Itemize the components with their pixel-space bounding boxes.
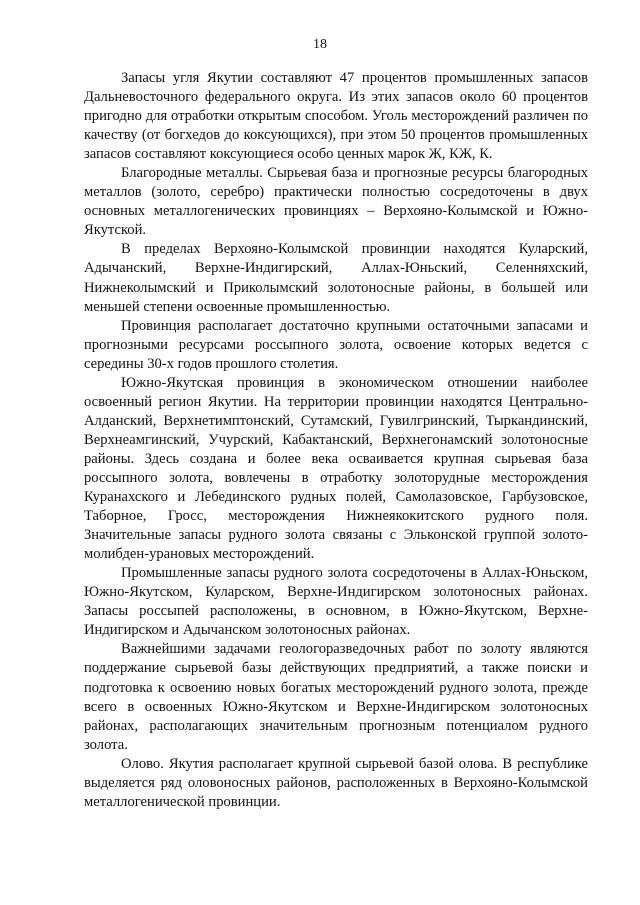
paragraph-coal-reserves: Запасы угля Якутии составляют 47 процентов промышленных запасов Дальневосточного федерального округа. Из этих запасов около 60 процентов пригодно для отработки открытым способом. Уголь месторождений различен по качеству (от богхедов до коксующихся), при этом 50 процентов промышленных запасов составляют коксующиеся особо ценных марок Ж, КЖ, К. xyxy=(84,70,588,163)
page-number: 18 xyxy=(313,37,327,52)
paragraph-tin: Олово. Якутия располагает крупной сырьевой базой олова. В республике выделяется ряд оловоносных районов, расположенных в Верхояно-Колымской металлогенической провинции. xyxy=(84,755,588,810)
paragraph-verkhoyano-kolyma-districts: В пределах Верхояно-Колымской провинции находятся Куларский, Адычанский, Верхне-Индигирский, Аллах-Юньский, Селенняхский, Нижнеколымский и Приколымский золотоносные районы, в большей или меньшей степени освоенные промышленностью. xyxy=(84,241,588,315)
paragraph-ore-gold-reserves: Промышленные запасы рудного золота сосредоточены в Аллах-Юньском, Южно-Якутском, Куларском, Верхне-Индигирском золотоносных районах. Запасы россыпей расположены, в основном, в Южно-Якутском, Верхне-Индигирском и Адычанском золотоносных районах. xyxy=(84,565,588,639)
paragraph-placer-gold-reserves: Провинция располагает достаточно крупными остаточными запасами и прогнозными ресурсами россыпного золота, освоение которых ведется с середины 30-х годов прошлого столетия. xyxy=(84,317,588,372)
paragraph-south-yakutia-province: Южно-Якутская провинция в экономическом отношении наиболее освоенный регион Якутии. На территории провинции находятся Центрально-Алданский, Верхнетимптонский, Сутамский, Гувилгринский, Тыркандинский, Верхнеамгинский, Учурский, Кабактанский, Верхнегонамский золотоносные районы. Здесь создана и более века осваивается крупная сырьевая база россыпного золота, вовлечены в отработку золоторудные месторождения Куранахского и Лебединского рудных полей, Самолазовское, Гарбузовское, Таборное, Гросс, месторождения Нижнеякокитского рудного поля. Значительные запасы рудного золота связаны с Эльконской группой золото-молибден-урановых месторождений. xyxy=(84,374,588,563)
paragraph-exploration-tasks: Важнейшими задачами геологоразведочных работ по золоту являются поддержание сырьевой базы действующих предприятий, а также поиски и подготовка к освоению новых богатых месторождений рудного золота, прежде всего в освоенных Южно-Якутском и Верхне-Индигирском золотоносных районах, располагающих значительным прогнозным потенциалом рудного золота. xyxy=(84,641,588,753)
paragraph-precious-metals: Благородные металлы. Сырьевая база и прогнозные ресурсы благородных металлов (золото, серебро) практически полностью сосредоточены в двух основных металлогенических провинциях – Верхояно-Колымской и Южно-Якутской. xyxy=(84,165,588,239)
body-text xyxy=(84,69,588,812)
